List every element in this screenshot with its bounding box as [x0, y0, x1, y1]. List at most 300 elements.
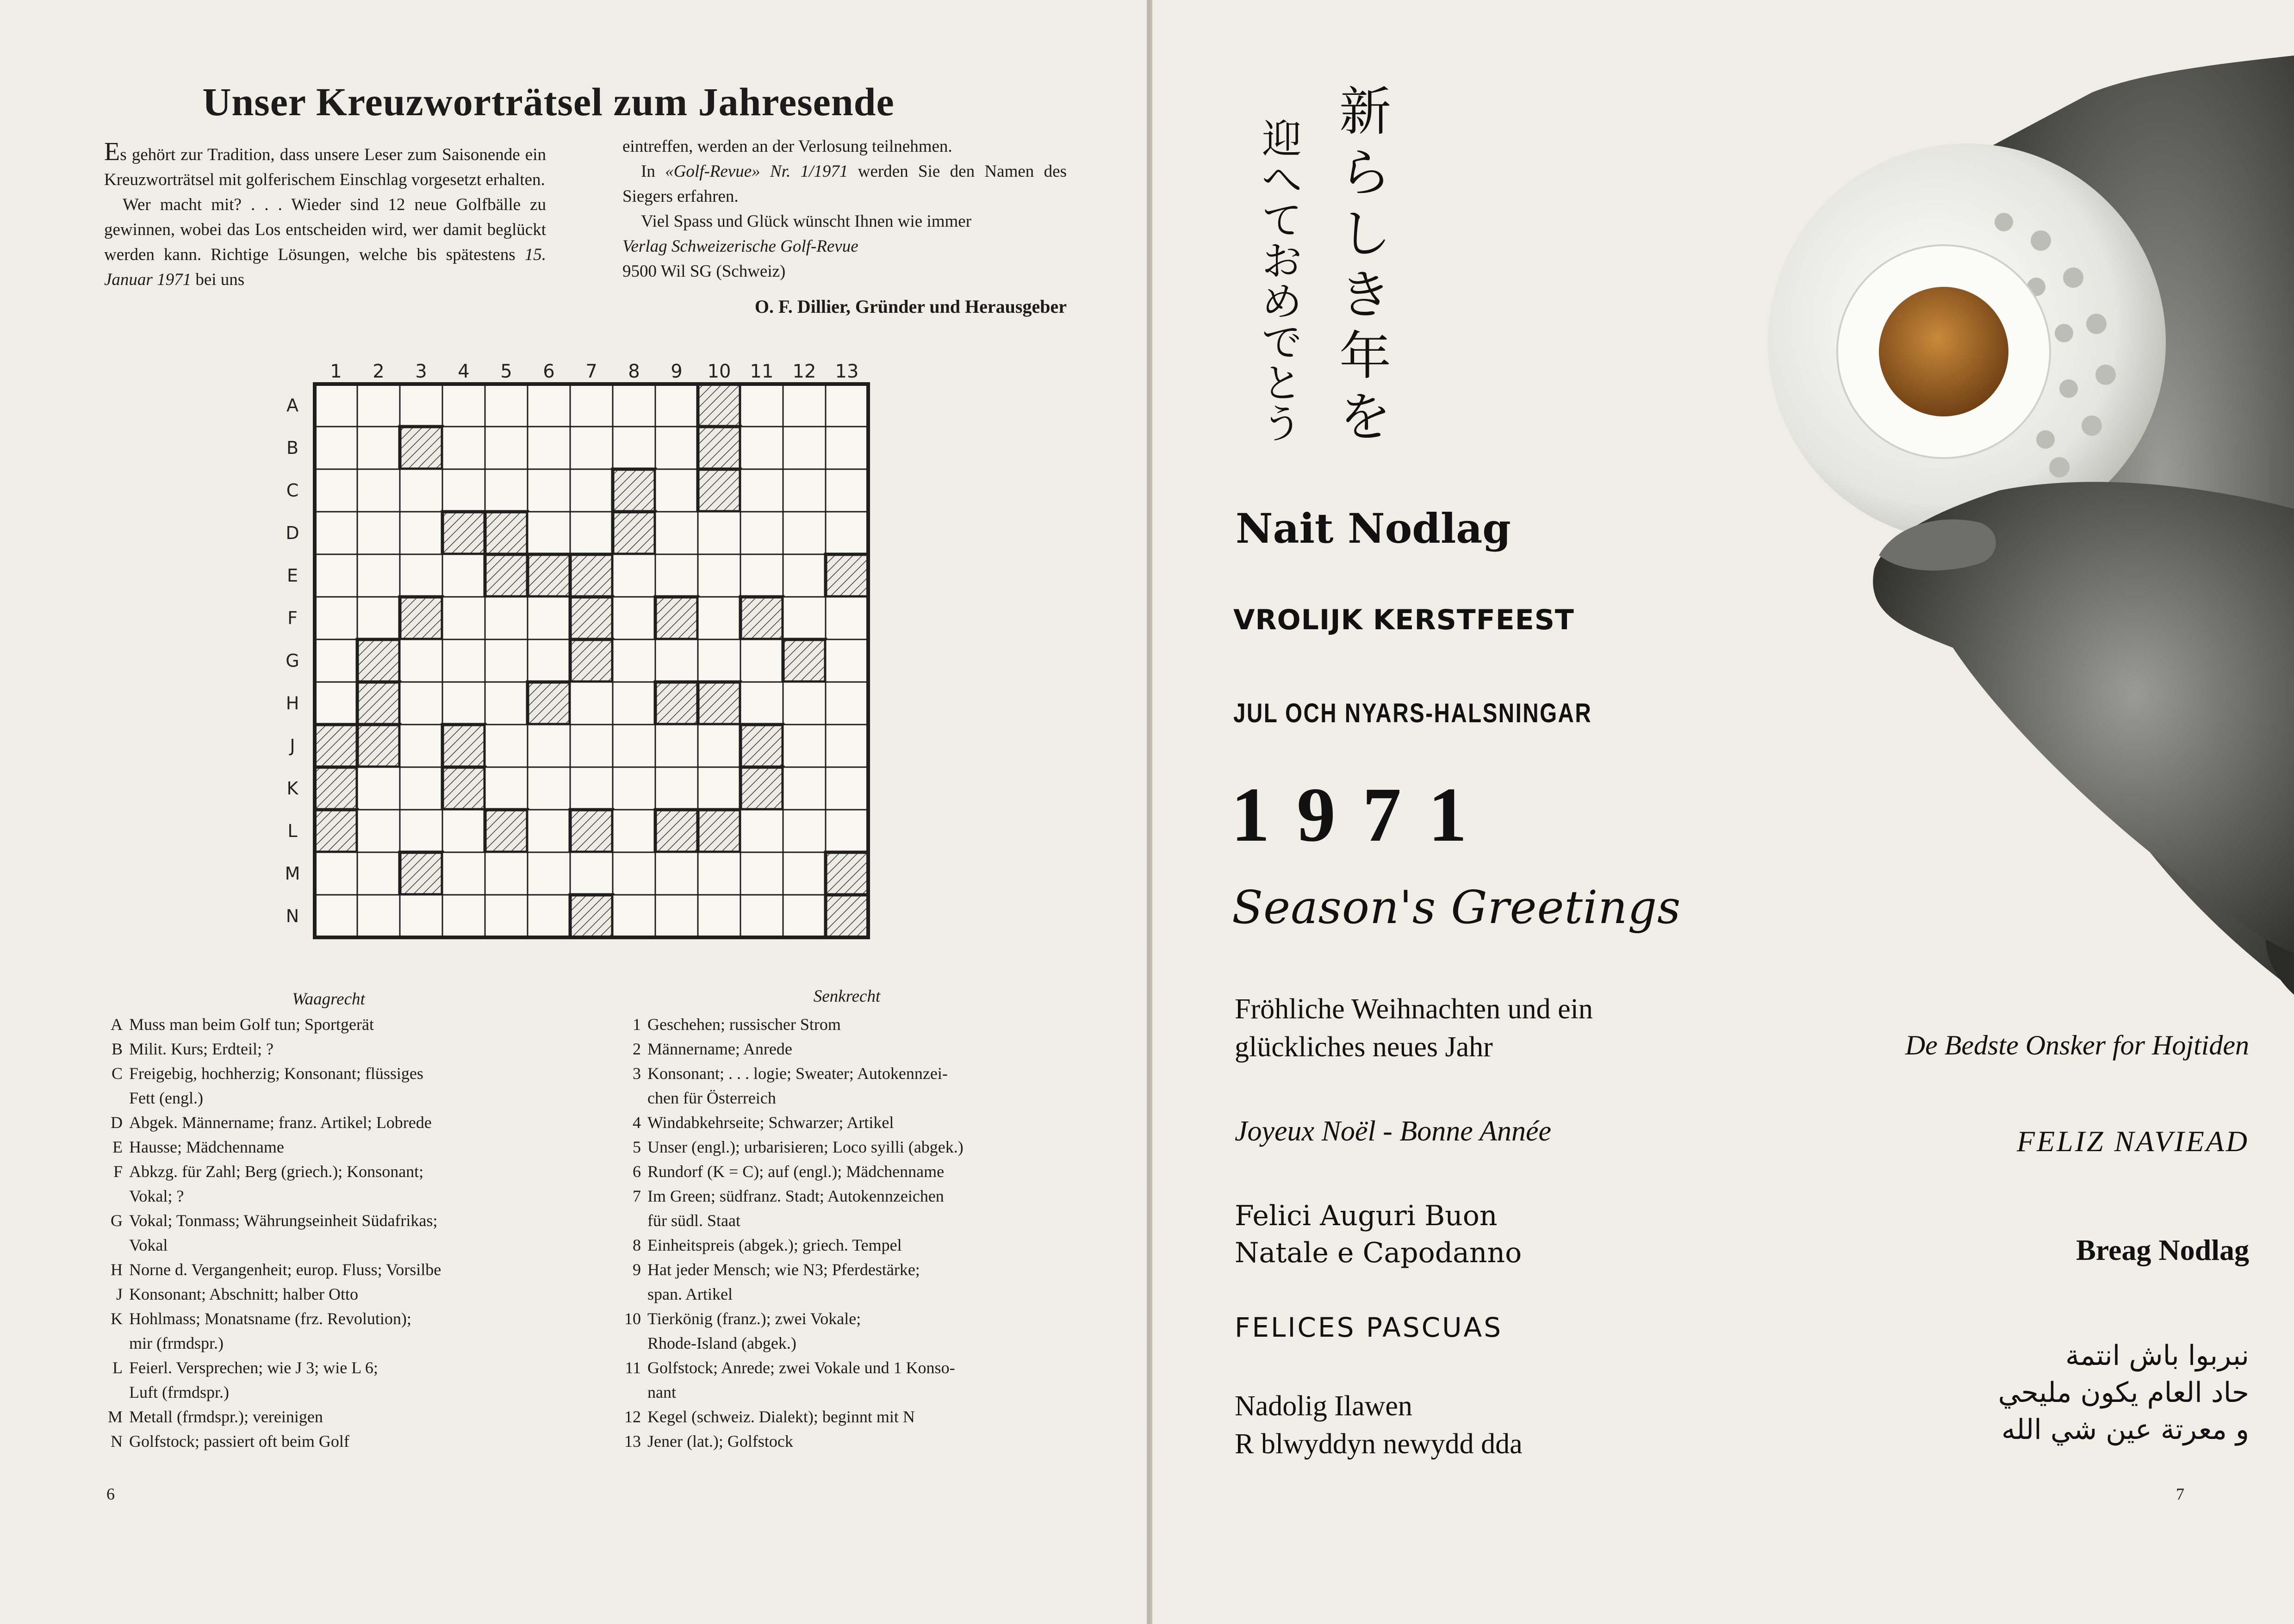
- clue-text: [129, 1061, 560, 1110]
- crossword-cell-M7[interactable]: [570, 852, 613, 895]
- deadline-date: 15. Januar 1971: [104, 245, 546, 289]
- crossword-cell-B2[interactable]: [357, 427, 400, 469]
- senkrecht-clue-13: [620, 1429, 1088, 1454]
- greeting-german: [1235, 990, 1697, 1066]
- waagrecht-clue-B: [97, 1037, 560, 1061]
- clue-key: N: [111, 1432, 123, 1450]
- row-letter-A: A: [286, 395, 298, 415]
- crossword-cell-D7[interactable]: [570, 512, 613, 554]
- greeting-arabic-line-2: حاد العام يكون مليحي: [1998, 1376, 2249, 1409]
- clue-line: mir (frmdspr.): [129, 1334, 224, 1352]
- clue-line: Geschehen; russischer Strom: [647, 1015, 841, 1034]
- crossword-cell-B9[interactable]: [655, 427, 698, 469]
- clue-line: Norne d. Vergangenheit; europ. Fluss; Vorsilbe: [129, 1260, 441, 1279]
- clue-text: [129, 1209, 560, 1258]
- row-letter-D: D: [286, 523, 299, 543]
- crossword-cell-G1[interactable]: [315, 639, 357, 682]
- shaded-cell-L5: [485, 810, 528, 852]
- waagrecht-clue-C: [97, 1061, 560, 1110]
- crossword-cell-L8[interactable]: [613, 810, 655, 852]
- clue-key: 4: [633, 1113, 641, 1132]
- shaded-cell-H6: [528, 682, 570, 725]
- crossword-cell-F6[interactable]: [528, 597, 570, 639]
- crossword-cell-B7[interactable]: [570, 427, 613, 469]
- clue-line: Konsonant; . . . logie; Sweater; Autokennzei-: [647, 1064, 948, 1083]
- clue-line: span. Artikel: [647, 1285, 733, 1303]
- shaded-cell-H9: [655, 682, 698, 725]
- crossword-cell-B1[interactable]: [315, 427, 357, 469]
- greeting-welsh: [1235, 1387, 1697, 1463]
- intro-paragraph-2: Wer macht mit? . . . Wieder sind 12 neue Golfbälle zu gewinnen, wobei das Los entscheiden wird, wer damit beglückt werden kann. Richtige Lösungen, welche bis spätestens: [104, 195, 546, 264]
- crossword-cell-N8[interactable]: [613, 895, 655, 937]
- shaded-cell-M13: [826, 852, 868, 895]
- crossword-cell-C6[interactable]: [528, 469, 570, 512]
- crossword-cell-D12[interactable]: [783, 512, 826, 554]
- crossword-cell-M11[interactable]: [740, 852, 783, 895]
- row-letter-E: E: [286, 565, 298, 586]
- clue-line: Metall (frmdspr.); vereinigen: [129, 1407, 323, 1426]
- crossword-cell-G3[interactable]: [400, 639, 442, 682]
- senkrecht-clue-12: [620, 1405, 1088, 1429]
- senkrecht-clue-1: [620, 1012, 1088, 1037]
- crossword-cell-A11[interactable]: [740, 384, 783, 427]
- crossword-cell-C12[interactable]: [783, 469, 826, 512]
- crossword-cell-E2[interactable]: [357, 554, 400, 597]
- waagrecht-clue-G: [97, 1209, 560, 1258]
- japanese-character: 新: [1339, 82, 1391, 142]
- crossword-cell-A8[interactable]: [613, 384, 655, 427]
- greeting-german-line-2: glückliches neues Jahr: [1235, 1031, 1493, 1063]
- crossword-cell-K6[interactable]: [528, 767, 570, 810]
- greeting-welsh-line-2: R blwyddyn newydd dda: [1235, 1428, 1523, 1460]
- crossword-cell-G10[interactable]: [698, 639, 740, 682]
- crossword-cell-J3[interactable]: [400, 725, 442, 767]
- clue-key: E: [112, 1138, 123, 1156]
- waagrecht-clue-E: [97, 1135, 560, 1159]
- crossword-cell-K5[interactable]: [485, 767, 528, 810]
- shaded-cell-L9: [655, 810, 698, 852]
- waagrecht-clue-F: [97, 1159, 560, 1209]
- greeting-italian-line-1: Felici Auguri Buon: [1235, 1200, 1498, 1232]
- crossword-cell-J10[interactable]: [698, 725, 740, 767]
- crossword-cell-A4[interactable]: [442, 384, 485, 427]
- japanese-character: 迎: [1262, 116, 1302, 162]
- clue-text: [129, 1037, 560, 1061]
- clue-key: 5: [633, 1138, 641, 1156]
- crossword-cell-E11[interactable]: [740, 554, 783, 597]
- column-number-9: 9: [671, 361, 683, 382]
- greeting-irish: Nait Nodlag: [1236, 504, 1511, 552]
- crossword-cell-H12[interactable]: [783, 682, 826, 725]
- crossword-cell-N4[interactable]: [442, 895, 485, 937]
- crossword-cell-B4[interactable]: [442, 427, 485, 469]
- crossword-cell-J6[interactable]: [528, 725, 570, 767]
- intro-dropcap: E: [104, 137, 120, 166]
- waagrecht-clue-J: [97, 1282, 560, 1307]
- greeting-german-line-1: Fröhliche Weihnachten und ein: [1235, 993, 1593, 1025]
- clue-text: [129, 1135, 560, 1159]
- crossword-cell-N10[interactable]: [698, 895, 740, 937]
- clue-text: [129, 1429, 560, 1454]
- crossword-cell-K13[interactable]: [826, 767, 868, 810]
- crossword-cell-E8[interactable]: [613, 554, 655, 597]
- clue-key: H: [111, 1260, 123, 1279]
- row-letter-F: F: [287, 608, 298, 628]
- shaded-cell-H10: [698, 682, 740, 725]
- crossword-cell-B11[interactable]: [740, 427, 783, 469]
- clue-line: chen für Österreich: [647, 1089, 776, 1107]
- crossword-cell-G5[interactable]: [485, 639, 528, 682]
- shaded-cell-N7: [570, 895, 613, 937]
- clue-key: L: [112, 1358, 123, 1377]
- clue-text: [647, 1405, 1088, 1429]
- crossword-grid: [268, 352, 902, 967]
- clue-line: Rundorf (K = C); auf (engl.); Mädchenname: [647, 1162, 945, 1181]
- crossword-cell-N5[interactable]: [485, 895, 528, 937]
- crossword-cell-L12[interactable]: [783, 810, 826, 852]
- crossword-cell-L6[interactable]: [528, 810, 570, 852]
- crossword-cell-F12[interactable]: [783, 597, 826, 639]
- crossword-cell-G9[interactable]: [655, 639, 698, 682]
- crossword-cell-H11[interactable]: [740, 682, 783, 725]
- crossword-cell-A13[interactable]: [826, 384, 868, 427]
- greeting-spanish: FELICES PASCUAS: [1235, 1312, 1503, 1343]
- crossword-cell-E10[interactable]: [698, 554, 740, 597]
- crossword-cell-M10[interactable]: [698, 852, 740, 895]
- crossword-cell-D6[interactable]: [528, 512, 570, 554]
- crossword-cell-J13[interactable]: [826, 725, 868, 767]
- crossword-cell-C13[interactable]: [826, 469, 868, 512]
- japanese-character: う: [1262, 401, 1302, 447]
- crossword-cell-L11[interactable]: [740, 810, 783, 852]
- intro-column-2: [622, 134, 1067, 319]
- clue-key: M: [107, 1407, 123, 1426]
- crossword-cell-G13[interactable]: [826, 639, 868, 682]
- clue-text: [647, 1233, 1088, 1258]
- greeting-arabic: [1786, 1337, 2249, 1448]
- crossword-cell-H13[interactable]: [826, 682, 868, 725]
- crossword-cell-G8[interactable]: [613, 639, 655, 682]
- japanese-character: し: [1339, 204, 1391, 264]
- clue-line: Tierkönig (franz.); zwei Vokale;: [647, 1309, 861, 1328]
- japanese-greeting: [1236, 79, 1421, 477]
- clue-line: Windabkehrseite; Schwarzer; Artikel: [647, 1113, 894, 1132]
- crossword-cell-F8[interactable]: [613, 597, 655, 639]
- row-letter-H: H: [286, 693, 299, 713]
- waagrecht-clue-M: [97, 1405, 560, 1429]
- shaded-cell-F3: [400, 597, 442, 639]
- crossword-cell-A6[interactable]: [528, 384, 570, 427]
- crossword-cell-K9[interactable]: [655, 767, 698, 810]
- crossword-cell-C3[interactable]: [400, 469, 442, 512]
- crossword-cell-H1[interactable]: [315, 682, 357, 725]
- crossword-cell-H8[interactable]: [613, 682, 655, 725]
- japanese-character: お: [1262, 238, 1302, 285]
- crossword-cell-C9[interactable]: [655, 469, 698, 512]
- shaded-cell-D4: [442, 512, 485, 554]
- crossword-cell-M5[interactable]: [485, 852, 528, 895]
- senkrecht-clue-2: [620, 1037, 1088, 1061]
- shaded-cell-K11: [740, 767, 783, 810]
- clue-line: Fett (engl.): [129, 1089, 203, 1107]
- article-title: Unser Kreuzworträtsel zum Jahresende: [202, 80, 895, 124]
- crossword-cell-D10[interactable]: [698, 512, 740, 554]
- senkrecht-clues: [620, 1012, 1088, 1454]
- crossword-cell-G11[interactable]: [740, 639, 783, 682]
- greeting-danish: De Bedste Onsker for Hojtiden: [1905, 1030, 2249, 1060]
- crossword-cell-K2[interactable]: [357, 767, 400, 810]
- right-page: [1152, 0, 2294, 1624]
- clue-key: 2: [633, 1040, 641, 1058]
- intro-column-1: [104, 137, 546, 292]
- greeting-year: 1971: [1231, 772, 1494, 858]
- clue-line: Einheitspreis (abgek.); griech. Tempel: [647, 1236, 902, 1254]
- crossword-cell-F1[interactable]: [315, 597, 357, 639]
- clue-line: Männername; Anrede: [647, 1040, 792, 1058]
- crossword-cell-C4[interactable]: [442, 469, 485, 512]
- greeting-italian: [1235, 1197, 1651, 1271]
- clue-line: Hat jeder Mensch; wie N3; Pferdestärke;: [647, 1260, 920, 1279]
- crossword-cell-L2[interactable]: [357, 810, 400, 852]
- crossword-cell-E12[interactable]: [783, 554, 826, 597]
- crossword-cell-C1[interactable]: [315, 469, 357, 512]
- clue-text: [129, 1258, 560, 1282]
- clue-key: A: [111, 1015, 123, 1034]
- clue-line: Kegel (schweiz. Dialekt); beginnt mit N: [647, 1407, 915, 1426]
- waagrecht-clue-K: [97, 1307, 560, 1356]
- crossword-cell-E3[interactable]: [400, 554, 442, 597]
- shaded-cell-J1: [315, 725, 357, 767]
- crossword-cell-J5[interactable]: [485, 725, 528, 767]
- page-number-left: 6: [106, 1485, 115, 1503]
- clue-line: Unser (engl.); urbarisieren; Loco syilli (abgek.): [647, 1138, 964, 1156]
- japanese-character: き: [1339, 265, 1391, 325]
- clue-text: [647, 1258, 1088, 1307]
- greeting-english: Season's Greetings: [1232, 881, 1681, 934]
- shaded-cell-G7: [570, 639, 613, 682]
- crossword-cell-A12[interactable]: [783, 384, 826, 427]
- japanese-character: め: [1262, 279, 1302, 325]
- crossword-cell-M4[interactable]: [442, 852, 485, 895]
- japanese-character: へ: [1262, 157, 1302, 203]
- clue-line: Freigebig, hochherzig; Konsonant; flüssiges: [129, 1064, 423, 1083]
- greeting-italian-line-2: Natale e Capodanno: [1235, 1237, 1522, 1269]
- column-number-6: 6: [543, 361, 555, 382]
- crossword-cell-N9[interactable]: [655, 895, 698, 937]
- crossword-cell-L3[interactable]: [400, 810, 442, 852]
- crossword-cell-B6[interactable]: [528, 427, 570, 469]
- crossword-cell-C11[interactable]: [740, 469, 783, 512]
- crossword-cell-B8[interactable]: [613, 427, 655, 469]
- shaded-cell-F7: [570, 597, 613, 639]
- crossword-cell-A9[interactable]: [655, 384, 698, 427]
- greeting-feliz: FELIZ NAVIEAD: [2016, 1125, 2249, 1158]
- crossword-cell-F4[interactable]: [442, 597, 485, 639]
- shaded-cell-D5: [485, 512, 528, 554]
- clue-line: Rhode-Island (abgek.): [647, 1334, 796, 1352]
- japanese-character: 年: [1339, 326, 1391, 386]
- crossword-cell-A7[interactable]: [570, 384, 613, 427]
- crossword-cell-J9[interactable]: [655, 725, 698, 767]
- crossword-cell-M9[interactable]: [655, 852, 698, 895]
- crossword-cell-C2[interactable]: [357, 469, 400, 512]
- clue-line: für südl. Staat: [647, 1211, 740, 1230]
- crossword-cell-G4[interactable]: [442, 639, 485, 682]
- crossword-cell-M1[interactable]: [315, 852, 357, 895]
- crossword-cell-N2[interactable]: [357, 895, 400, 937]
- shaded-cell-E7: [570, 554, 613, 597]
- clue-line: Golfstock; passiert oft beim Golf: [129, 1432, 349, 1450]
- intro-line-1: eintreffen, werden an der Verlosung teilnehmen.: [622, 137, 952, 156]
- crossword-cell-M6[interactable]: [528, 852, 570, 895]
- crossword-cell-L13[interactable]: [826, 810, 868, 852]
- clue-text: [647, 1159, 1088, 1184]
- crossword-cell-N1[interactable]: [315, 895, 357, 937]
- clue-key: 1: [633, 1015, 641, 1034]
- shaded-cell-B3: [400, 427, 442, 469]
- clue-key: J: [116, 1285, 123, 1303]
- crossword-cell-M8[interactable]: [613, 852, 655, 895]
- crossword-cell-F10[interactable]: [698, 597, 740, 639]
- crossword-cell-C5[interactable]: [485, 469, 528, 512]
- intro-paragraph-2-end: bei uns: [191, 270, 245, 289]
- crossword-cell-H3[interactable]: [400, 682, 442, 725]
- japanese-character: で: [1262, 320, 1302, 366]
- japanese-character: を: [1339, 387, 1391, 447]
- shaded-cell-C10: [698, 469, 740, 512]
- crossword-cell-L4[interactable]: [442, 810, 485, 852]
- crossword-cell-N6[interactable]: [528, 895, 570, 937]
- column-number-8: 8: [628, 361, 640, 382]
- crossword-cell-K12[interactable]: [783, 767, 826, 810]
- clue-key: C: [111, 1064, 123, 1083]
- column-number-10: 10: [707, 361, 731, 382]
- crossword-cell-J8[interactable]: [613, 725, 655, 767]
- clue-key: K: [111, 1309, 123, 1328]
- column-number-11: 11: [750, 361, 774, 382]
- clue-line: Luft (frmdspr.): [129, 1383, 229, 1401]
- crossword-cell-A5[interactable]: [485, 384, 528, 427]
- clue-key: G: [111, 1211, 123, 1230]
- clue-text: [129, 1356, 560, 1405]
- crossword-cell-E1[interactable]: [315, 554, 357, 597]
- crossword-cell-G6[interactable]: [528, 639, 570, 682]
- crossword-cell-B13[interactable]: [826, 427, 868, 469]
- clue-text: [129, 1282, 560, 1307]
- shaded-cell-L10: [698, 810, 740, 852]
- crossword-cell-E4[interactable]: [442, 554, 485, 597]
- clue-text: [129, 1159, 560, 1209]
- crossword-cell-A3[interactable]: [400, 384, 442, 427]
- crossword-cell-H7[interactable]: [570, 682, 613, 725]
- row-letter-K: K: [286, 778, 298, 799]
- japanese-character: と: [1262, 360, 1302, 407]
- clue-line: nant: [647, 1383, 676, 1401]
- clue-key: 11: [625, 1358, 641, 1377]
- clue-line: Hohlmass; Monatsname (frz. Revolution);: [129, 1309, 411, 1328]
- crossword-cell-K8[interactable]: [613, 767, 655, 810]
- senkrecht-heading: Senkrecht: [813, 987, 881, 1006]
- crossword-cell-B12[interactable]: [783, 427, 826, 469]
- crossword-cell-J12[interactable]: [783, 725, 826, 767]
- crossword-cell-K10[interactable]: [698, 767, 740, 810]
- waagrecht-clue-D: [97, 1110, 560, 1135]
- crossword-cell-F5[interactable]: [485, 597, 528, 639]
- crossword-cell-K7[interactable]: [570, 767, 613, 810]
- shaded-cell-F11: [740, 597, 783, 639]
- clue-line: Im Green; südfranz. Stadt; Autokennzeichen: [647, 1187, 944, 1205]
- crossword-cell-J7[interactable]: [570, 725, 613, 767]
- crossword-cell-F13[interactable]: [826, 597, 868, 639]
- crossword-cell-M12[interactable]: [783, 852, 826, 895]
- crossword-cell-D3[interactable]: [400, 512, 442, 554]
- crossword-cell-D1[interactable]: [315, 512, 357, 554]
- japanese-character: て: [1262, 198, 1302, 244]
- greeting-french: Joyeux Noël - Bonne Année: [1235, 1116, 1551, 1147]
- clue-text: [647, 1135, 1088, 1159]
- crossword-cell-H4[interactable]: [442, 682, 485, 725]
- publisher-address: 9500 Wil SG (Schweiz): [622, 262, 786, 281]
- clue-line: Golfstock; Anrede; zwei Vokale und 1 Konso-: [647, 1358, 955, 1377]
- crossword-cell-A2[interactable]: [357, 384, 400, 427]
- clue-key: 6: [633, 1162, 641, 1181]
- clue-key: D: [111, 1113, 123, 1132]
- clue-line: Konsonant; Abschnitt; halber Otto: [129, 1285, 358, 1303]
- waagrecht-clue-L: [97, 1356, 560, 1405]
- crossword-cell-D11[interactable]: [740, 512, 783, 554]
- crossword-cell-A1[interactable]: [315, 384, 357, 427]
- crossword-cell-H5[interactable]: [485, 682, 528, 725]
- crossword-cell-D2[interactable]: [357, 512, 400, 554]
- crossword-cell-N12[interactable]: [783, 895, 826, 937]
- column-number-3: 3: [415, 361, 427, 382]
- row-letter-M: M: [285, 863, 300, 884]
- crossword-cell-D13[interactable]: [826, 512, 868, 554]
- clue-text: [647, 1037, 1088, 1061]
- page-number-right: 7: [2176, 1485, 2184, 1503]
- crossword-cell-N3[interactable]: [400, 895, 442, 937]
- shaded-cell-J2: [357, 725, 400, 767]
- waagrecht-clues: [97, 1012, 560, 1454]
- row-letter-L: L: [287, 821, 298, 841]
- greeting-swedish: JUL OCH NYARS-HALSNINGAR: [1233, 698, 1592, 728]
- senkrecht-clue-8: [620, 1233, 1088, 1258]
- shaded-cell-B10: [698, 427, 740, 469]
- shaded-cell-D8: [613, 512, 655, 554]
- crossword-cell-M2[interactable]: [357, 852, 400, 895]
- clue-line: Vokal: [129, 1236, 168, 1254]
- senkrecht-clue-9: [620, 1258, 1088, 1307]
- waagrecht-clue-N: [97, 1429, 560, 1454]
- shaded-cell-G12: [783, 639, 826, 682]
- crossword-cell-C7[interactable]: [570, 469, 613, 512]
- column-number-12: 12: [792, 361, 816, 382]
- crossword-cell-D9[interactable]: [655, 512, 698, 554]
- crossword-cell-E9[interactable]: [655, 554, 698, 597]
- crossword-cell-B5[interactable]: [485, 427, 528, 469]
- hand-holding-golf-ball-photo: [1536, 0, 2294, 995]
- clue-line: Abgek. Männername; franz. Artikel; Lobrede: [129, 1113, 432, 1132]
- clue-line: Hausse; Mädchenname: [129, 1138, 284, 1156]
- row-letter-N: N: [286, 906, 299, 926]
- crossword-cell-K3[interactable]: [400, 767, 442, 810]
- crossword-cell-N11[interactable]: [740, 895, 783, 937]
- clue-line: Vokal; ?: [129, 1187, 184, 1205]
- clue-line: Feierl. Versprechen; wie J 3; wie L 6;: [129, 1358, 378, 1377]
- shaded-cell-H2: [357, 682, 400, 725]
- greeting-arabic-line-1: نبربوا باش انتمة: [2065, 1339, 2249, 1372]
- crossword-cell-F2[interactable]: [357, 597, 400, 639]
